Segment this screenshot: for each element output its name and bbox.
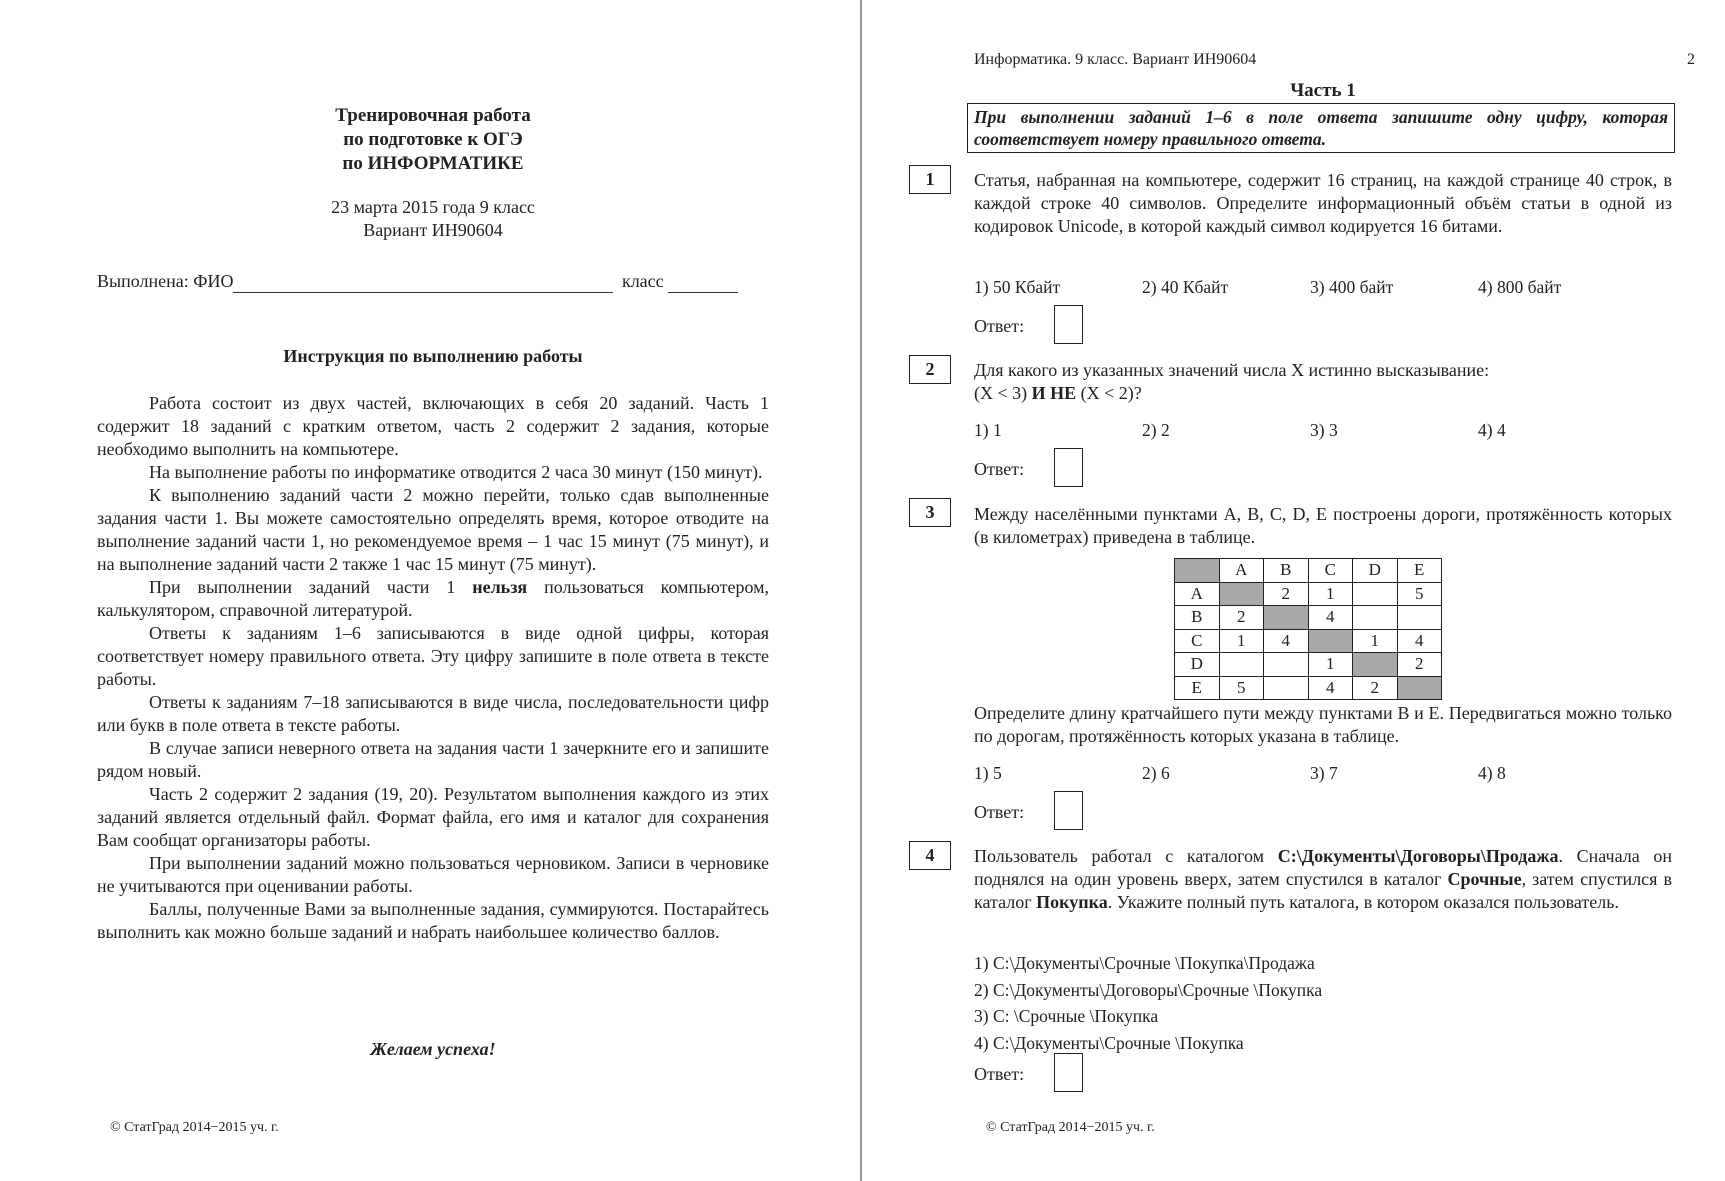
expr-part: (X < 3): [974, 383, 1028, 403]
option[interactable]: 1) 1: [974, 420, 1002, 440]
question-4-options: [974, 950, 1322, 1056]
table-cell: 1: [1308, 582, 1353, 606]
q4-text-part: , затем спустился в каталог: [974, 869, 1673, 912]
left-page: [0, 0, 860, 1181]
table-cell: 4: [1397, 629, 1442, 653]
table-cell: 5: [1397, 582, 1442, 606]
answer-box-3[interactable]: [1054, 791, 1083, 830]
table-cell: 5: [1219, 676, 1264, 700]
table-cell: 2: [1264, 582, 1309, 606]
question-number-1: 1: [909, 165, 951, 194]
instruction-title: Инструкция по выполнению работы: [283, 346, 583, 366]
option[interactable]: 3) C: \Срочные \Покупка: [974, 1006, 1159, 1026]
table-row: [1175, 629, 1442, 653]
table-cell: 1: [1308, 653, 1353, 677]
page-number: 2: [1687, 51, 1695, 68]
table-header-cell: B: [1264, 559, 1309, 583]
option[interactable]: 4) C:\Документы\Срочные \Покупка: [974, 1032, 1244, 1053]
row-label-cell: D: [1175, 653, 1220, 677]
table-row: [1175, 676, 1442, 700]
table-cell: 4: [1264, 629, 1309, 653]
row-label-cell: B: [1175, 606, 1220, 630]
expr-part: (X < 2)?: [1080, 383, 1142, 403]
instruction-paragraph: При выполнении заданий можно пользоваться черновиком. Записи в черновике не учитываются при оценивании работы.: [97, 853, 769, 896]
option[interactable]: 4) 4: [1478, 420, 1506, 440]
instruction-paragraph: К выполнению заданий части 2 можно перейти, только сдав выполненные задания части 1. Вы можете самостоятельно определять время, которое отводите на выполнение заданий части 1, но рекомендуемое время – 1 час 15 минут (75 минут), и на выполнение заданий части 2 также 1 час 15 минут (75 минут).: [97, 485, 769, 574]
distance-table: [1174, 558, 1442, 700]
table-cell: 2: [1353, 676, 1398, 700]
q4-text-part: . Сначала он поднялся на один уровень вверх, затем спустился в каталог: [974, 846, 1672, 889]
table-header-cell: E: [1397, 559, 1442, 583]
question-2-text: [974, 359, 1672, 405]
question-number-3: 3: [909, 498, 951, 527]
q4-path: C:\Документы\Договоры\Продажа: [1277, 846, 1559, 866]
document-title: [97, 104, 769, 176]
table-header-cell: D: [1353, 559, 1398, 583]
part-title: Часть 1: [1290, 80, 1356, 101]
date-line: 23 марта 2015 года 9 класс: [331, 197, 535, 217]
option[interactable]: 1) C:\Документы\Срочные \Покупка\Продажа: [974, 953, 1315, 973]
table-cell: 1: [1219, 629, 1264, 653]
instruction-paragraph: Часть 2 содержит 2 задания (19, 20). Результатом выполнения каждого из этих заданий является отдельный файл. Формат файла, его имя и каталог для сохранения Вам сообщат организаторы работы.: [97, 784, 769, 850]
option[interactable]: 1) 50 Кбайт: [974, 277, 1061, 297]
question-2-expression: [974, 382, 1672, 405]
table-cell: [1397, 606, 1442, 630]
title-line: Тренировочная работа: [335, 105, 531, 126]
option[interactable]: 2) 2: [1142, 420, 1170, 440]
table-corner-cell: [1175, 559, 1220, 583]
table-cell: [1264, 676, 1309, 700]
table-cell: [1353, 606, 1398, 630]
table-cell: [1219, 653, 1264, 677]
q4-text-part: . Укажите полный путь каталога, в котором оказался пользователь.: [1107, 892, 1619, 912]
class-field[interactable]: [668, 271, 738, 293]
table-row: [1175, 606, 1442, 630]
table-cell: [1353, 653, 1398, 677]
table-cell: [1397, 676, 1442, 700]
table-cell: [1353, 582, 1398, 606]
answer-box-4[interactable]: [1054, 1053, 1083, 1092]
table-header-cell: C: [1308, 559, 1353, 583]
table-cell: [1264, 653, 1309, 677]
table-row: [1175, 582, 1442, 606]
question-1-text: Статья, набранная на компьютере, содержит 16 страниц, на каждой странице 40 строк, в каждой строке 40 символов. Определите информационный объём статьи в одной из кодировок Unicode, в которой каждый символ кодируется 16 битами.: [974, 170, 1672, 236]
title-line: по подготовке к ОГЭ: [343, 129, 523, 150]
option[interactable]: 3) 3: [1310, 420, 1338, 440]
answer-label: Ответ:: [974, 459, 1025, 479]
table-cell: [1219, 582, 1264, 606]
q4-folder: Покупка: [1036, 892, 1108, 912]
class-label: класс: [621, 271, 664, 291]
row-label-cell: C: [1175, 629, 1220, 653]
fio-line: [97, 271, 738, 293]
instruction-paragraph: Работа состоит из двух частей, включающих в себя 20 заданий. Часть 1 содержит 18 заданий с кратким ответом, часть 2 содержит 2 задания, которые необходимо выполнить на компьютере.: [97, 393, 769, 459]
running-header: Информатика. 9 класс. Вариант ИН90604: [974, 51, 1257, 68]
instruction-paragraph: Ответы к заданиям 7–18 записываются в виде числа, последовательности цифр или букв в поле ответа в тексте работы.: [97, 692, 769, 735]
table-cell: 2: [1219, 606, 1264, 630]
table-cell: 4: [1308, 676, 1353, 700]
option[interactable]: 2) C:\Документы\Договоры\Срочные \Покупка: [974, 979, 1323, 1000]
table-cell: [1264, 606, 1309, 630]
para-text: При выполнении заданий части 1: [149, 577, 456, 597]
q4-text-part: Пользователь работал с каталогом: [974, 846, 1265, 866]
table-cell: 4: [1308, 606, 1353, 630]
option[interactable]: 4) 8: [1478, 763, 1506, 783]
table-cell: 2: [1397, 653, 1442, 677]
expr-operator: И НЕ: [1031, 383, 1077, 403]
copyright-right: © СтатГрад 2014−2015 уч. г.: [986, 1120, 1155, 1135]
question-2-line: Для какого из указанных значений числа X истинно высказывание:: [974, 360, 1490, 380]
instruction-paragraph: Ответы к заданиям 1–6 записываются в виде одной цифры, которая соответствует номеру правильного ответа. Эту цифру запишите в поле ответа в тексте работы.: [97, 623, 769, 689]
table-row: [1175, 653, 1442, 677]
para-bold-text: нельзя: [472, 577, 528, 597]
answer-label: Ответ:: [974, 802, 1025, 822]
page-divider: [860, 0, 862, 1181]
table-header-row: [1175, 559, 1442, 583]
row-label-cell: E: [1175, 676, 1220, 700]
right-page: [863, 0, 1725, 1181]
table-header-cell: A: [1219, 559, 1264, 583]
question-number-2: 2: [909, 355, 951, 384]
question-number-4: 4: [909, 841, 951, 870]
option[interactable]: 3) 7: [1310, 763, 1338, 783]
question-3-after-text: Определите длину кратчайшего пути между пунктами B и E. Передвигаться можно только по дорогам, протяжённость которых указана в таблице.: [974, 703, 1672, 746]
instruction-note: При выполнении заданий 1–6 в поле ответа запишите одну цифру, которая соответствует номеру правильного ответа.: [967, 103, 1675, 153]
instruction-paragraph: [97, 576, 769, 622]
answer-label: Ответ:: [974, 1064, 1025, 1084]
option[interactable]: 4) 800 байт: [1478, 277, 1562, 297]
table-cell: 1: [1353, 629, 1398, 653]
answer-box-1[interactable]: [1054, 305, 1083, 344]
option[interactable]: 2) 6: [1142, 763, 1170, 783]
fio-label: Выполнена: ФИО: [97, 271, 234, 291]
wish-text: Желаем успеха!: [370, 1039, 496, 1059]
para-text: пользоваться компьютером, калькулятором, справочной литературой.: [97, 577, 769, 620]
question-4-text: [974, 845, 1672, 914]
variant-line: Вариант ИН90604: [363, 220, 503, 240]
date-variant-block: [97, 196, 769, 242]
option[interactable]: 3) 400 байт: [1310, 277, 1394, 297]
instruction-paragraph: В случае записи неверного ответа на задания части 1 зачеркните его и запишите рядом новый.: [97, 738, 769, 781]
table-cell: [1308, 629, 1353, 653]
instruction-paragraph: Баллы, полученные Вами за выполненные задания, суммируются. Постарайтесь выполнить как можно больше заданий и набрать наибольшее количество баллов.: [97, 899, 769, 942]
q4-folder: Срочные: [1447, 869, 1522, 889]
answer-label: Ответ:: [974, 316, 1025, 336]
option[interactable]: 2) 40 Кбайт: [1142, 277, 1229, 297]
fio-field[interactable]: [233, 271, 613, 293]
answer-box-2[interactable]: [1054, 448, 1083, 487]
copyright-left: © СтатГрад 2014−2015 уч. г.: [110, 1120, 279, 1135]
title-line: по ИНФОРМАТИКЕ: [342, 153, 524, 174]
instruction-text: [97, 392, 769, 944]
row-label-cell: A: [1175, 582, 1220, 606]
instruction-paragraph: На выполнение работы по информатике отводится 2 часа 30 минут (150 минут).: [149, 462, 763, 482]
option[interactable]: 1) 5: [974, 763, 1002, 783]
question-3-text: Между населёнными пунктами A, B, C, D, E построены дороги, протяжённость которых (в километрах) приведена в таблице.: [974, 504, 1672, 547]
